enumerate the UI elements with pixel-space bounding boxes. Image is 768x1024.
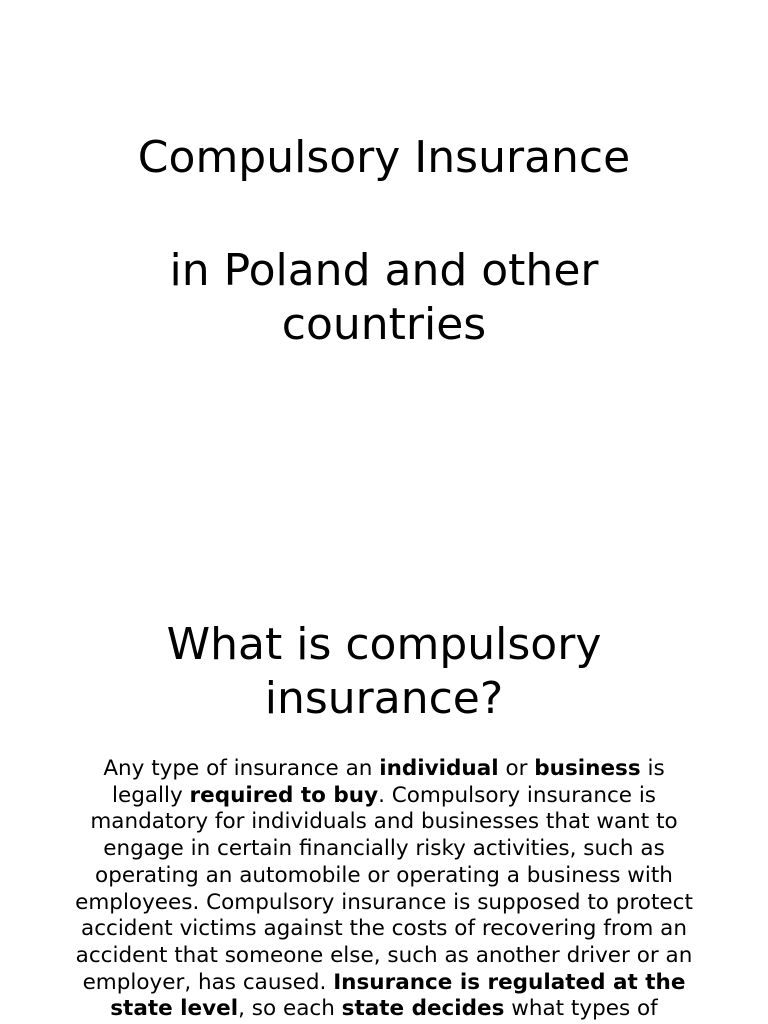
text-run: , so each (238, 996, 342, 1022)
bold-text: business (534, 756, 641, 781)
text-run: accident victims against the costs of recovering from an (81, 916, 687, 942)
paragraph-line (54, 916, 714, 943)
bold-text: required to buy (189, 782, 379, 808)
paragraph-line (54, 783, 714, 810)
bold-text: Insurance is regulated at the (333, 969, 686, 995)
paragraph-line (54, 809, 714, 836)
slide-heading (0, 618, 768, 726)
bold-text: state level (110, 996, 239, 1022)
paragraph-line (54, 996, 714, 1023)
text-run: accident that someone else, such as another driver or an (75, 942, 693, 968)
text-run: operating an automobile or operating a business with (95, 862, 673, 888)
subtitle-line-1: in Poland and other (169, 245, 599, 296)
text-run: mandatory for individuals and businesses that want to (90, 809, 678, 835)
heading-line-1: What is compulsory (166, 619, 602, 670)
paragraph-line (54, 756, 714, 783)
text-run: Any type of insurance an (103, 756, 380, 781)
text-run: . Compulsory insurance is (378, 782, 656, 808)
bold-text: state decides (341, 996, 505, 1022)
text-run: employer, has caused. (82, 969, 334, 995)
bold-text: individual (379, 756, 499, 781)
paragraph-line (54, 943, 714, 970)
paragraph-line (54, 890, 714, 917)
slide-subtitle (0, 244, 768, 352)
text-run: engage in certain financially risky activities, such as (103, 836, 665, 862)
paragraph-line (54, 970, 714, 997)
definition-slide (0, 560, 768, 1024)
paragraph-line (54, 836, 714, 863)
paragraph-line (54, 863, 714, 890)
definition-paragraph (54, 756, 714, 1023)
heading-line-2: insurance? (264, 673, 504, 724)
text-run: is (640, 756, 665, 781)
text-run: what types of (504, 996, 658, 1022)
slide-title: Compulsory Insurance (137, 132, 631, 183)
subtitle-line-2: countries (281, 299, 487, 350)
text-run: employees. Compulsory insurance is supposed to protect (75, 889, 693, 915)
text-run: or (498, 756, 535, 781)
text-run: legally (112, 782, 190, 808)
